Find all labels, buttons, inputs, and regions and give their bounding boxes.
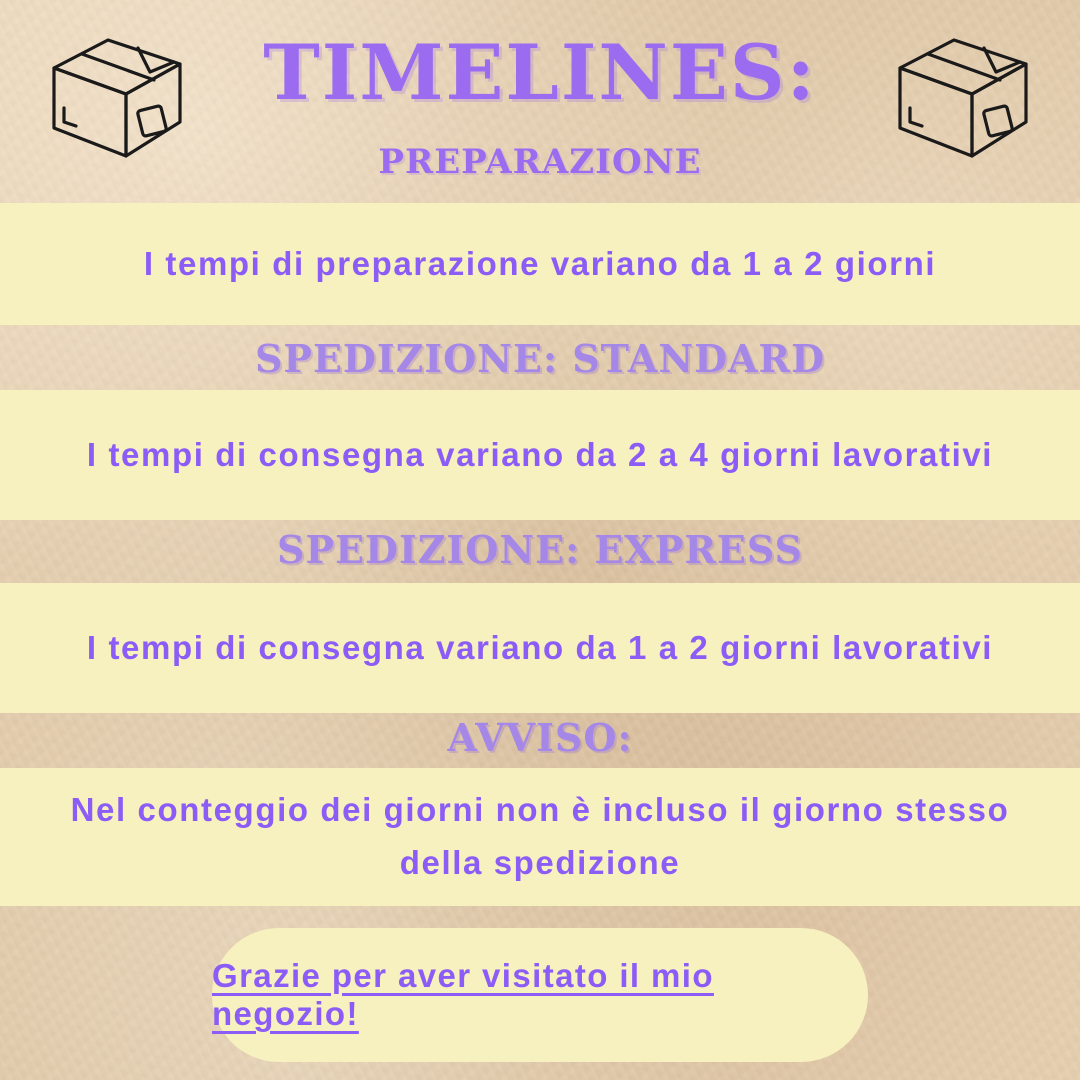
section-text-express: I tempi di consegna variano da 1 a 2 giorni lavorativi bbox=[86, 628, 994, 666]
section-band-avviso bbox=[0, 768, 1080, 906]
section-heading-avviso: AVVISO: bbox=[447, 715, 633, 760]
section-band-standard bbox=[0, 390, 1080, 520]
poster-header bbox=[0, 0, 1080, 203]
section-text-standard: I tempi di consegna variano da 2 a 4 giorni lavorativi bbox=[86, 435, 994, 473]
section-text-preparazione: I tempi di preparazione variano da 1 a 2 giorni bbox=[143, 244, 937, 282]
section-band-express bbox=[0, 583, 1080, 713]
thanks-pill bbox=[212, 928, 868, 1062]
section-band-preparazione bbox=[0, 203, 1080, 325]
section-text-avviso: Nel conteggio dei giorni non è incluso il giorno stesso della spedizione bbox=[70, 791, 1010, 881]
section-heading-express: SPEDIZIONE: EXPRESS bbox=[277, 527, 803, 572]
page-subtitle: PREPARAZIONE bbox=[378, 142, 702, 182]
page-title: TIMELINES: bbox=[263, 28, 817, 117]
section-heading-standard: SPEDIZIONE: STANDARD bbox=[254, 336, 826, 381]
thanks-message: Grazie per aver visitato il mio negozio! bbox=[212, 957, 714, 1032]
